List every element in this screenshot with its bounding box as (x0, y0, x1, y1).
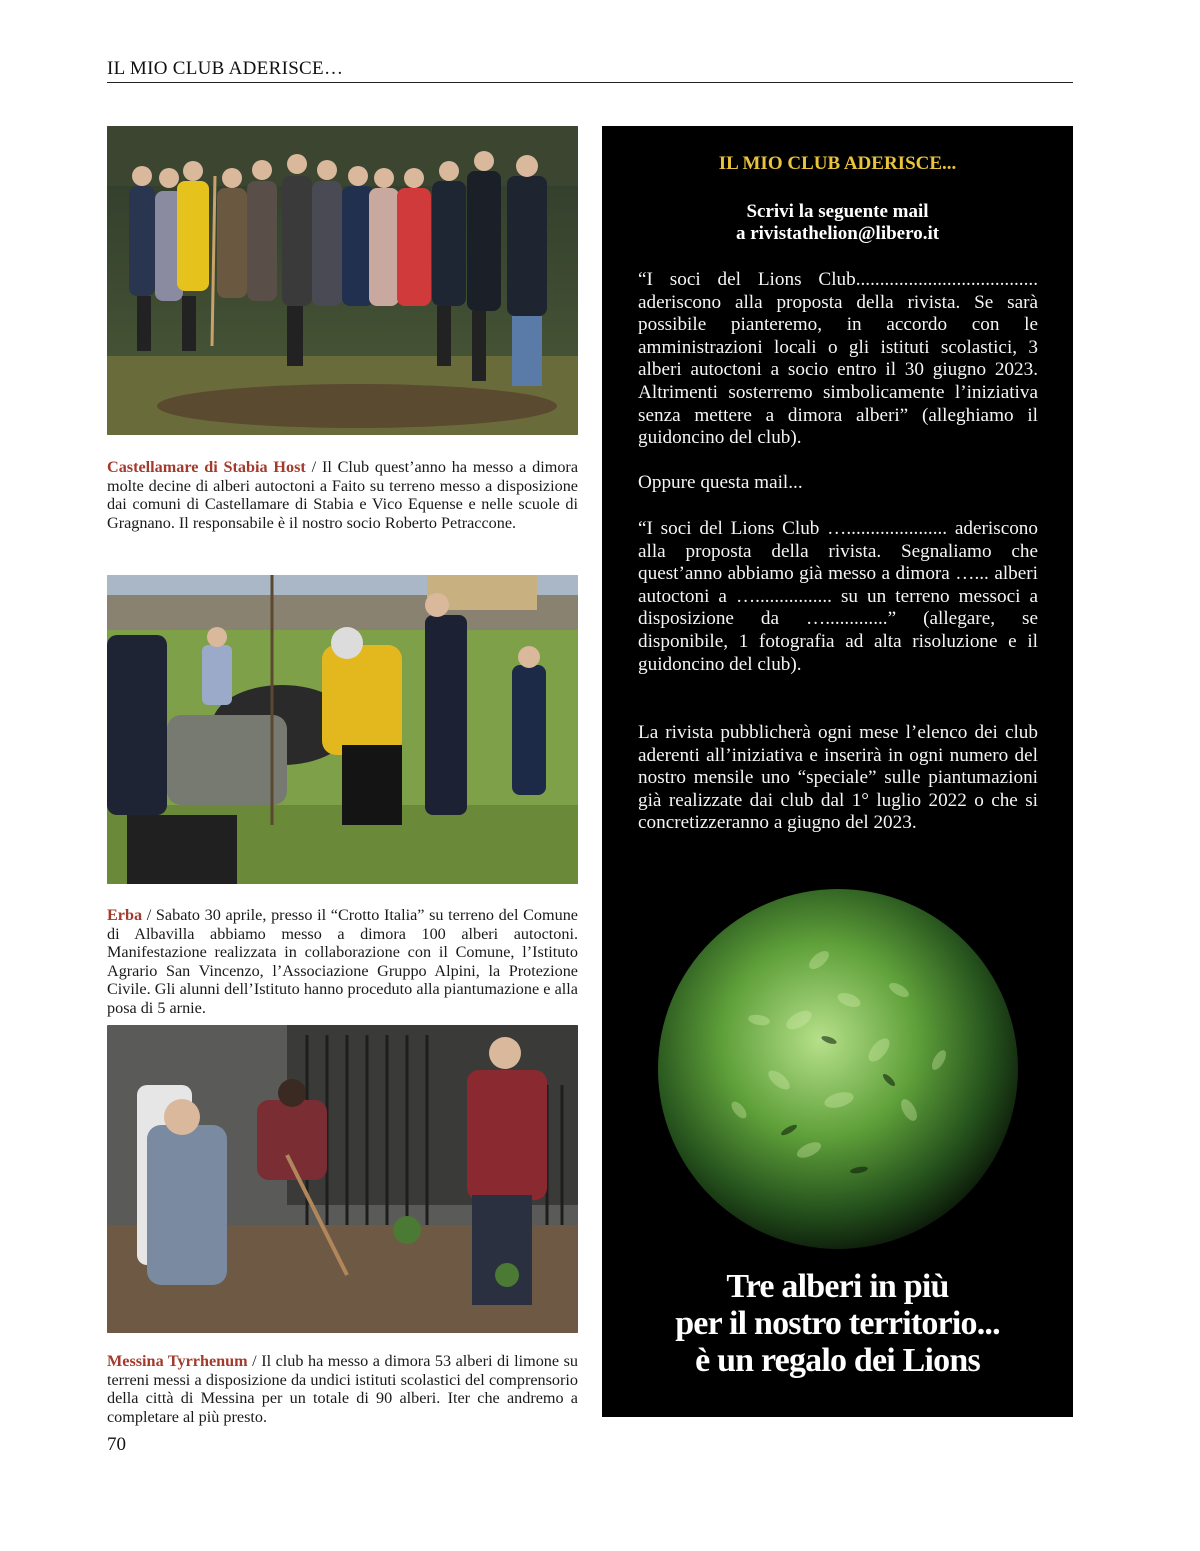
slogan-line: per il nostro territorio... (675, 1305, 1000, 1342)
page-number: 70 (107, 1434, 126, 1455)
club-name: Erba (107, 906, 143, 924)
campaign-panel (602, 126, 1073, 1417)
caption-text: / Il Club quest’anno ha messo a dimora molte decine di alberi autoctoni a Faito su terreno messo a disposizione dai comuni di Castellamare di Stabia e Vico Equense e nelle scuole di Gragnano. Il responsabile è il nostro socio Roberto Petraccone. (107, 458, 579, 532)
panel-paragraph-1: “I soci del Lions Club...................................... aderiscono alla proposta della rivista. Se sarà possibile pianteremo, in accordo con le amministrazioni locali o gli istituti scolastici, 3 alberi autoctoni a socio entro il 30 giugno 2023. Altrimenti sosterremo simbolicamente l’iniziativa senza mettere a dimora alberi” (alleghiamo il guidoncino del club). (638, 269, 1038, 449)
email-address: a rivistathelion@libero.it (735, 223, 940, 244)
header-rule (107, 82, 1073, 83)
leaf-sphere-image (649, 880, 1027, 1258)
panel-paragraph-3: “I soci del Lions Club …..................... aderiscono alla proposta della rivista. Segnaliamo che quest’anno abbiamo già messo a dimora …... alberi autoctoni a …................ su un terreno messoci a disposizione da ….............” (allegare, se disponibile, 1 fotografia ad alta risoluzione e il guidoncino del club). (638, 518, 1038, 675)
caption-messina (107, 1352, 578, 1426)
club-name: Messina Tyrrhenum (107, 1352, 248, 1370)
panel-slogan (602, 1268, 1073, 1379)
running-head: IL MIO CLUB ADERISCE… (107, 58, 344, 79)
slogan-line: è un regalo dei Lions (695, 1342, 980, 1379)
photo-castellamare-group (107, 126, 578, 435)
panel-subtitle (602, 201, 1073, 245)
caption-castellamare (107, 458, 578, 532)
club-name: Castellamare di Stabia Host (107, 458, 306, 476)
photo-erba-planting (107, 575, 578, 884)
slogan-line: Tre alberi in più (726, 1268, 949, 1305)
panel-paragraph-4: La rivista pubblicherà ogni mese l’elenco dei club aderenti all’iniziativa e inserirà in ogni numero del nostro mensile uno “speciale” sulle piantumazioni già realizzate dai club dal 1° luglio 2022 o che si concretizzeranno a giugno del 2023. (638, 722, 1038, 834)
subtitle-line: Scrivi la seguente mail (746, 201, 929, 222)
panel-title: IL MIO CLUB ADERISCE... (718, 153, 957, 174)
caption-erba (107, 906, 578, 1017)
caption-text: / Il club ha messo a dimora 53 alberi di limone su terreni messi a disposizione da undici istituti scolastici del comprensorio della città di Messina per un totale di 90 alberi. Iter che andremo a completare al più presto. (107, 1352, 578, 1426)
photo-messina-planting (107, 1025, 578, 1333)
panel-paragraph-2: Oppure questa mail... (638, 472, 803, 493)
caption-text: / Sabato 30 aprile, presso il “Crotto Italia” su terreno del Comune di Albavilla abbiamo messo a dimora 100 alberi autoctoni. Manifestazione realizzata in collaborazione con il Comune, l’Istituto Agrario San Vincenzo, l’Associazione Gruppo Alpini, la Protezione Civile. Gli alunni dell’Istituto hanno proceduto alla piantumazione e alla posa di 5 arnie. (107, 906, 578, 1017)
